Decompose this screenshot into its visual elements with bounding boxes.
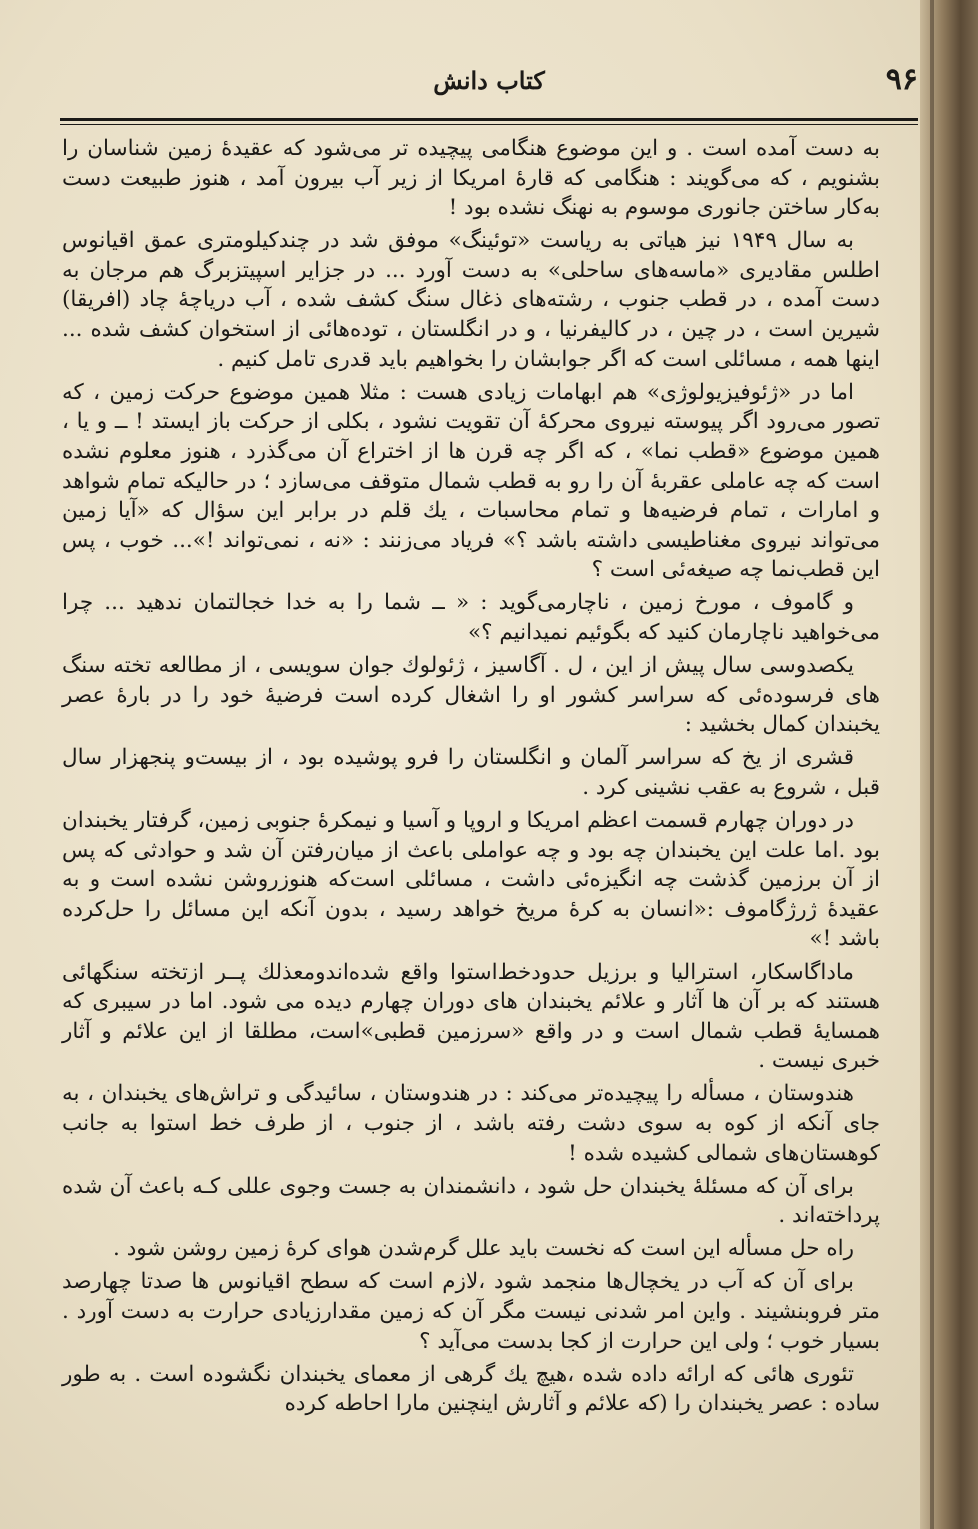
paragraph: اما در «ژئوفیزیولوژی» هم ابهامات زیادی هست : مثلا همین موضوع حرکت زمین ، که تصور می‌رود اگر پیوسته نیروی محرکهٔ آن تقویت نشود ، بکلی از حرکت باز ایستد ! ــ و یا ، همین موضوع «قطب نما» ، که اگر چه قرن ها از اختراع آن می‌گذرد ، هنوز معلوم نشده است که چه عاملی عقربهٔ آن را رو به قطب شمال متوقف می‌سازد ؛ در حالیکه تمام شواهد و امارات ، تمام فرضیه‌ها و تمام محاسبات ، یك قلم در برابر این سؤال که «آیا زمین می‌تواند نیروی مغناطیسی داشته باشد ؟» فریاد می‌زنند : «نه ، نمی‌تواند !»... خوب ، پس این قطب‌نما چه صیغه‌ئی است ؟: [62, 379, 880, 583]
page-header: [60, 62, 918, 102]
paragraph: برای آن که مسئلهٔ یخبندان حل شود ، دانشمندان به جست وجوی عللی کـه باعث آن شده پرداخته‌اند .: [62, 1173, 880, 1229]
paragraph: هندوستان ، مسأله را پیچیده‌تر می‌کند : در هندوستان ، سائیدگی و تراش‌های یخبندان ، به جای آنکه از کوه به سوی دشت رفته باشد ، از جنوب ، از طرف خط استوا به جانب کوهستان‌های شمالی کشیده شده !: [62, 1081, 880, 1166]
paragraph: یکصدوسی سال پیش از این ، ل . آگاسیز ، ژئولوك جوان سویسی ، از مطالعه تخته سنگ های فرسوده‌ئی که سراسر کشور او را اشغال کرده است فرضیهٔ خود را در بارهٔ عصر یخبندان کمال بخشید :: [62, 653, 880, 738]
paragraph: راه حل مسأله این است که نخست باید علل گرم‌شدن هوای کرهٔ زمین روشن شود .: [113, 1236, 854, 1262]
paragraph: به سال ۱۹۴۹ نیز هیاتی به ریاست «توئینگ» موفق شد در چندکیلومتری عمق اقیانوس اطلس مقادیری «ماسه‌های ساحلی» به دست آورد ... در جزایر اسپیتزبرگ هم مرجان به دست آمده ، در قطب جنوب ، رشته‌های ذغال سنگ کشف شده ، آب دریاچهٔ چاد (افریقا) شیرین است ، در چین ، در کالیفرنیا ، و در انگلستان ، توده‌هائی از استخوان کشف شده ... اینها همه ، مسائلی است که اگر جوابشان را بخواهیم باید قدری تامل کنیم .: [62, 228, 880, 372]
header-rule: [60, 118, 918, 121]
paragraph: تئوری هائی که ارائه داده شده ،هیچ یك گرهی از معمای یخبندان نگشوده است . به طور ساده : عصر یخبندان را (که علائم و آثارش اینچنین مارا احاطه کرده: [62, 1361, 880, 1417]
paragraph: ماداگاسکار، استرالیا و برزیل حدودخط‌استوا واقع شده‌اندومعذلك پــر ازتخته سنگهائی هستند که بر آن ها آثار و علائم یخبندان های دوران چهارم دیده می شود. اما در سیبری که همسایهٔ قطب شمال است و در واقع «سرزمین قطبی»است، مطلقا از این علائم و آثار خبری نیست .: [62, 959, 880, 1074]
paragraph: به دست آمده است . و این موضوع هنگامی پیچیده تر می‌شود که عقیدهٔ زمین شناسان را بشنویم ، که می‌گویند : هنگامی که قارهٔ امریکا از زیر آب بیرون آمد ، هنوز طبیعت دست به‌کار ساختن جانوری موسوم به نهنگ نشده بود !: [62, 136, 880, 221]
paragraph: و گاموف ، مورخ زمین ، ناچارمی‌گوید : « ــ شما را به خدا خجالتمان ندهید ... چرا می‌خواهید ناچارمان کنید که بگوئیم نمیدانیم ؟»: [62, 590, 880, 645]
paragraph: برای آن که آب در یخچال‌ها منجمد شود ،لازم است که سطح اقیانوس ها صدتا چهارصد متر فروبنشیند . واین امر شدنی نیست مگر آن که زمین مقدارزیادی حرارت به دست آورد . بسیار خوب ؛ ولی این حرارت از کجا بدست می‌آید ؟: [62, 1269, 880, 1354]
page-number: ۹۶: [885, 62, 918, 97]
paragraph: در دوران چهارم قسمت اعظم امریکا و اروپا و آسیا و نیمکرهٔ جنوبی زمین، گرفتار یخبندان بود .اما علت این یخبندان چه بود و چه عواملی باعث از میان‌رفتن آن شد و حوادثی که پس از آن برزمین گذشت چه انگیزه‌ئی داشت ، مسائلی است‌که هنوزروشن نشده است و به عقیدهٔ ژرژگاموف :«انسان به کرهٔ مریخ خواهد رسید ، بدون آنکه این مسائل را حل‌کرده باشد !»: [62, 808, 880, 952]
header-rule-thin: [60, 124, 918, 125]
book-spine: [920, 0, 978, 1529]
body-text: [62, 134, 880, 1422]
book-title: کتاب دانش: [433, 66, 545, 95]
paragraph: قشری از یخ که سراسر آلمان و انگلستان را فرو پوشیده بود ، از بیست‌و پنجهزار سال قبل ، شروع به عقب نشینی کرد .: [62, 745, 880, 800]
